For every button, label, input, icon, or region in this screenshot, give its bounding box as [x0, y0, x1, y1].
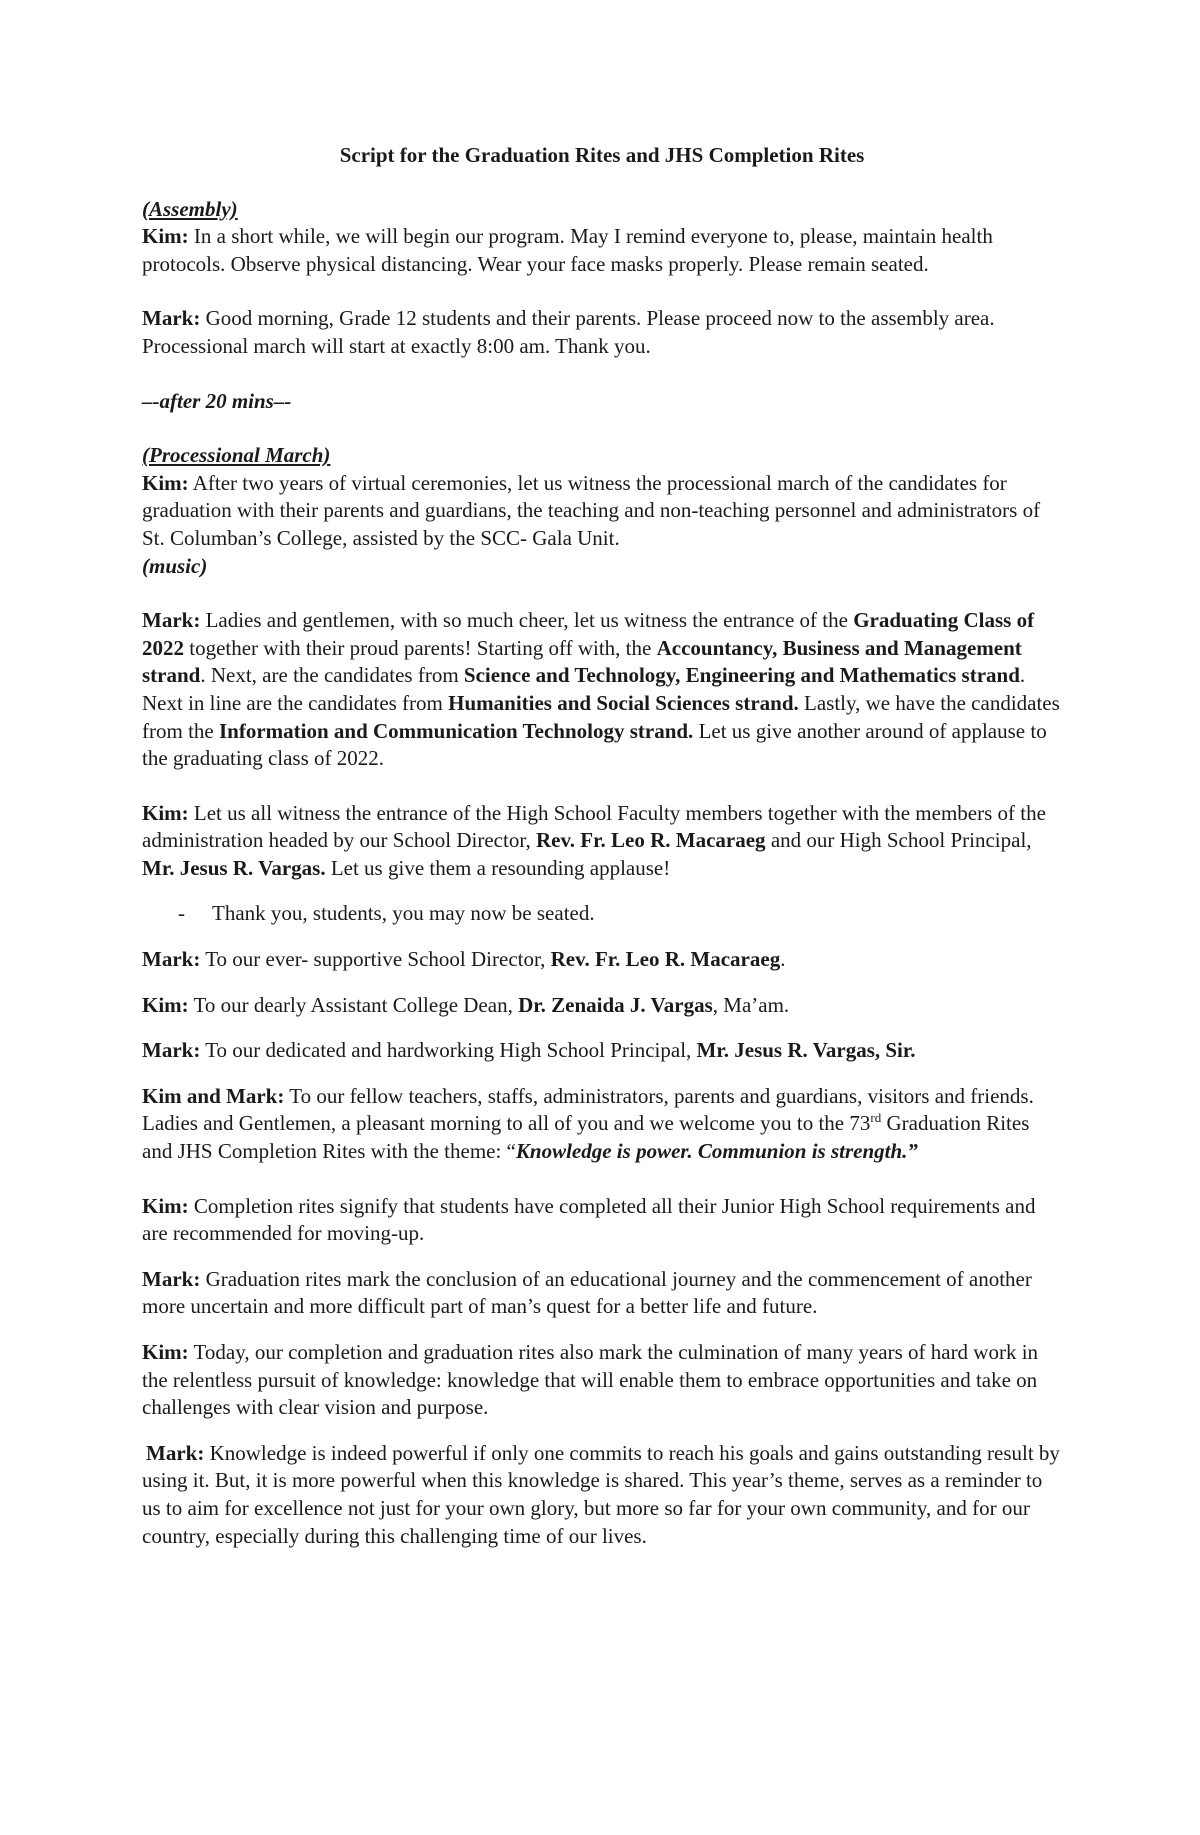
mark-graduation-paragraph	[142, 1266, 1062, 1321]
bullet-dash: -	[178, 901, 185, 926]
paragraph-text: and our High School Principal,	[765, 828, 1032, 853]
paragraph-text: . Next in line are the candidates from	[142, 663, 1026, 715]
speaker-label: Mark:	[142, 608, 201, 633]
paragraph-text: Let us give them a resounding applause!	[325, 855, 671, 880]
bullet-text: Thank you, students, you may now be seated.	[212, 901, 595, 926]
assembly-kim-paragraph	[142, 223, 1062, 278]
theme-close-quote: ”	[907, 1139, 918, 1164]
graduating-class-label: Graduating Class of 2022	[142, 608, 1035, 660]
speaker-label: Mark:	[142, 1038, 201, 1063]
speaker-label: Kim:	[142, 1340, 189, 1364]
kim-today-paragraph	[142, 1339, 1062, 1422]
kim-faculty-paragraph	[142, 800, 1062, 883]
kim-completion-paragraph	[142, 1193, 1062, 1248]
paragraph-text: Let us give another around of applause to the graduating class of 2022.	[142, 718, 1047, 771]
paragraph-text: To our ever- supportive School Director,	[200, 947, 551, 972]
principal-name: Mr. Jesus R. Vargas.	[142, 855, 326, 880]
document-body	[142, 142, 1062, 1550]
assembly-heading: (Assembly)	[142, 196, 238, 221]
humss-strand-label: Humanities and Social Sciences strand.	[448, 690, 799, 715]
paragraph-text: Graduation rites mark the conclusion of an educational journey and the commencement of another more uncertain and more difficult part of man’s quest for a better life and future.	[142, 1266, 1032, 1319]
processional-kim-paragraph	[142, 470, 1062, 553]
mark-entrance-paragraph	[142, 607, 1062, 773]
director-name: Rev. Fr. Leo R. Macaraeg	[550, 947, 781, 972]
paragraph-text: . Next, are the candidates from	[200, 663, 464, 688]
paragraph-text: together with their proud parents! Starting off with, the	[184, 635, 657, 660]
paragraph-text: To our dedicated and hardworking High School Principal,	[200, 1038, 697, 1063]
paragraph-text: Knowledge is indeed powerful if only one commits to reach his goals and gains outstanding result by using it. But, it is more powerful when this knowledge is shared. This year’s theme, serves as a reminder to us to aim for excellence not just for your own glory, but more so far for your own community, and for our country, especially during this challenging time of our lives.	[142, 1440, 1060, 1548]
paragraph-text: After two years of virtual ceremonies, let us witness the processional march of the candidates for graduation with their parents and guardians, the teaching and non-teaching personnel and administrators of St. Columban’s College, assisted by the SCC- Gala Unit.	[142, 470, 1041, 550]
mark-principal-paragraph	[142, 1037, 1062, 1065]
paragraph-text: , Ma’am.	[712, 992, 790, 1017]
abm-strand-label: Accountancy, Business and Management strand	[142, 635, 1022, 688]
speaker-label: Kim:	[142, 992, 189, 1017]
paragraph-text: Graduation Rites and JHS Completion Rites with the theme: “	[142, 1111, 1030, 1164]
principal-name: Mr. Jesus R. Vargas, Sir.	[696, 1038, 916, 1063]
speaker-label: Kim:	[142, 224, 189, 249]
ordinal-suffix: rd	[870, 1110, 882, 1126]
paragraph-text: Today, our completion and graduation rites also mark the culmination of many years of hard work in the relentless pursuit of knowledge: knowledge that will enable them to embrace opportunities and take on challenges with clear vision and purpose.	[142, 1340, 1039, 1420]
speaker-label: Kim:	[142, 1193, 189, 1218]
speaker-label: Kim:	[142, 470, 189, 495]
document-title: Script for the Graduation Rites and JHS Completion Rites	[339, 143, 865, 167]
stem-strand-label: Science and Technology, Engineering and Mathematics strand	[463, 663, 1020, 688]
mark-knowledge-paragraph	[142, 1440, 1062, 1550]
ict-strand-label: Information and Communication Technology strand.	[218, 718, 694, 743]
speaker-label: Mark:	[142, 1266, 201, 1291]
mark-director-paragraph	[142, 946, 1062, 974]
paragraph-text: Lastly, we have the candidates from the	[142, 690, 1060, 743]
time-cue: –-after 20 mins–-	[142, 388, 292, 413]
speaker-label: Mark:	[142, 306, 201, 331]
paragraph-text: Let us all witness the entrance of the High School Faculty members together with the members of the administration headed by our School Director,	[142, 800, 1046, 853]
kim-dean-paragraph	[142, 992, 1062, 1020]
paragraph-text: Completion rites signify that students have completed all their Junior High School requirements and are recommended for moving-up.	[142, 1193, 1036, 1246]
welcome-paragraph	[142, 1083, 1062, 1166]
paragraph-text: To our dearly Assistant College Dean,	[188, 992, 519, 1017]
theme-text: Knowledge is power. Communion is strength.	[515, 1139, 908, 1164]
speaker-label: Kim:	[142, 800, 189, 825]
speaker-label: Kim and Mark:	[142, 1083, 285, 1108]
paragraph-text: Ladies and gentlemen, with so much cheer, let us witness the entrance of the	[200, 608, 854, 633]
music-cue: (music)	[142, 553, 208, 578]
bullet-item	[142, 900, 1062, 928]
speaker-label: Mark:	[142, 947, 201, 972]
paragraph-text: Good morning, Grade 12 students and their parents. Please proceed now to the assembly area. Processional march will start at exactly 8:00 am. Thank you.	[142, 306, 995, 358]
director-name: Rev. Fr. Leo R. Macaraeg	[535, 828, 766, 853]
paragraph-text: To our fellow teachers, staffs, administrators, parents and guardians, visitors and friends. Ladies and Gentlemen, a pleasant morning to all of you and we welcome you to the 73	[142, 1083, 1034, 1136]
dean-name: Dr. Zenaida J. Vargas	[518, 992, 713, 1017]
speaker-label: Mark:	[146, 1440, 205, 1465]
assembly-mark-paragraph	[142, 305, 1062, 360]
paragraph-text: .	[780, 947, 786, 972]
paragraph-text: In a short while, we will begin our program. May I remind everyone to, please, maintain health protocols. Observe physical distancing. Wear your face masks properly. Please remain seated.	[142, 224, 993, 276]
processional-heading: (Processional March)	[142, 443, 331, 468]
